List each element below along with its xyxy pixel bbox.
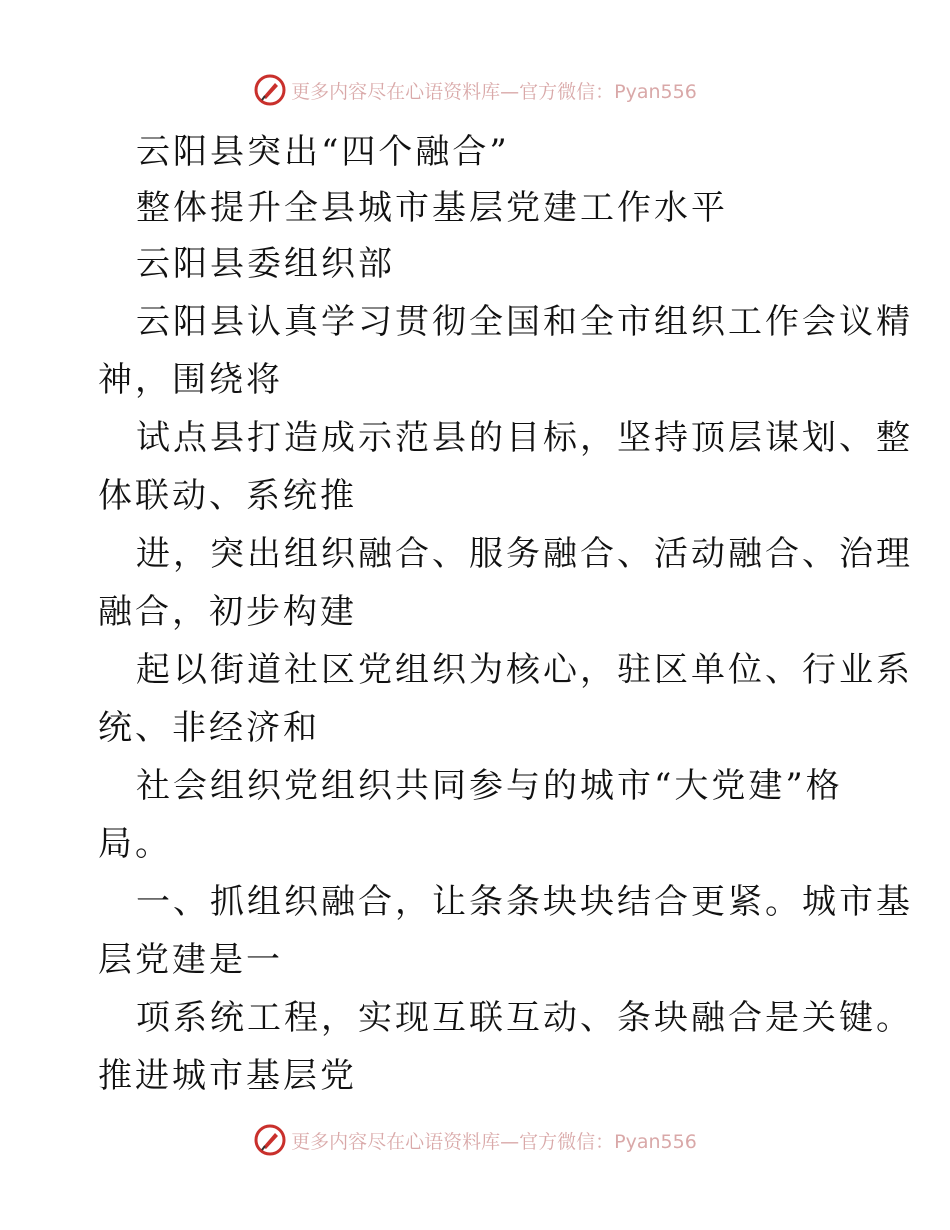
doc-title-line-2: 整体提升全县城市基层党建工作水平 [136,188,728,228]
paragraph-line: 试点县打造成示范县的目标，坚持顶层谋划、整 [136,418,913,458]
paragraph-line: 社会组织党组织共同参与的城市“大党建”格 [136,766,843,806]
paragraph-line: 推进城市基层党 [98,1056,357,1096]
paragraph-line: 层党建是一 [98,940,283,980]
paragraph-line: 一、抓组织融合，让条条块块结合更紧。城市基 [136,882,913,922]
doc-title-line-1: 云阳县突出“四个融合” [136,132,510,172]
header-watermark [0,72,950,108]
paragraph-line: 起以街道社区党组织为核心，驻区单位、行业系 [136,650,913,690]
footer-watermark [0,1122,950,1158]
paragraph-line: 融合，初步构建 [98,592,357,632]
paragraph-line: 云阳县认真学习贯彻全国和全市组织工作会议精 [136,302,913,342]
quill-logo-icon [253,73,287,107]
watermark-text: 更多内容尽在心语资料库—官方微信：Pyan556 [291,1130,697,1153]
paragraph-line: 统、非经济和 [98,708,320,748]
watermark-text: 更多内容尽在心语资料库—官方微信：Pyan556 [291,80,697,103]
quill-logo-icon [253,1123,287,1157]
doc-author: 云阳县委组织部 [136,244,395,284]
paragraph-line: 进，突出组织融合、服务融合、活动融合、治理 [136,534,913,574]
paragraph-line: 局。 [98,824,172,864]
paragraph-line: 体联动、系统推 [98,476,357,516]
paragraph-line: 神，围绕将 [98,360,283,400]
paragraph-line: 项系统工程，实现互联互动、条块融合是关键。 [136,998,913,1038]
